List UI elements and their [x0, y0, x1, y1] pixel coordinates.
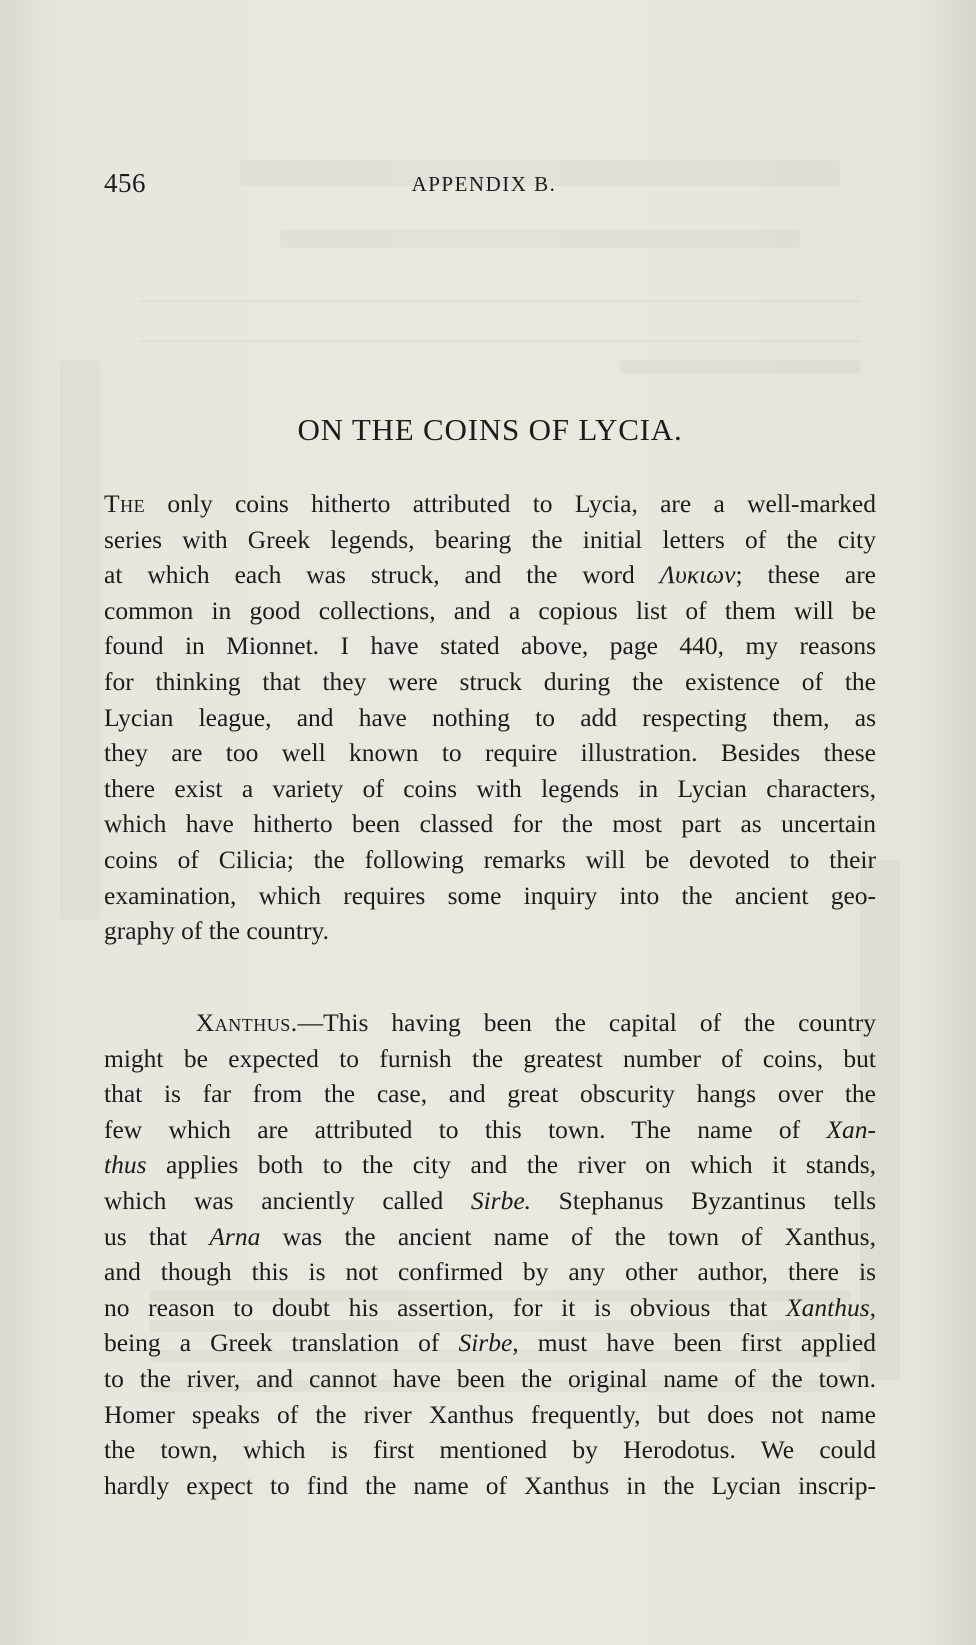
- text-line: they are too well known to require illustration. Besides these: [104, 738, 876, 768]
- text-line: for thinking that they were struck during the existence of the: [104, 666, 876, 696]
- text-line: found in Mionnet. I have stated above, page 440, my reasons: [104, 631, 876, 661]
- text-line: Homer speaks of the river Xanthus frequently, but does not name: [104, 1399, 876, 1429]
- text-line: that is far from the case, and great obscurity hangs over the: [104, 1079, 876, 1109]
- text-line: common in good collections, and a copious list of them will be: [104, 595, 876, 625]
- paragraph-intro: [104, 486, 876, 949]
- text-line: no reason to doubt his assertion, for it is obvious that Xanthus,: [104, 1292, 876, 1322]
- text-line: hardly expect to find the name of Xanthus in the Lycian inscrip-: [104, 1470, 876, 1500]
- text-line: which was anciently called Sirbe. Stephanus Byzantinus tells: [104, 1185, 877, 1215]
- text-line: coins of Cilicia; the following remarks will be devoted to their: [104, 844, 876, 874]
- page-number: 456: [104, 168, 146, 198]
- text-line: examination, which requires some inquiry into the ancient geo-: [104, 880, 876, 910]
- text-line: and though this is not confirmed by any other author, there is: [104, 1257, 876, 1287]
- text-line: series with Greek legends, bearing the initial letters of the city: [104, 524, 876, 554]
- text-line: the town, which is first mentioned by Herodotus. We could: [104, 1435, 876, 1465]
- text-line: at which each was struck, and the word Λυκιων; these are: [104, 560, 877, 590]
- text-line: being a Greek translation of Sirbe, must have been first applied: [104, 1328, 876, 1358]
- text-line: The only coins hitherto attributed to Lycia, are a well-marked: [104, 489, 876, 518]
- text-line: few which are attributed to this town. The name of Xan-: [104, 1114, 876, 1144]
- text-line: which have hitherto been classed for the most part as uncertain: [104, 809, 876, 839]
- article-title: ON THE COINS OF LYCIA.: [297, 412, 683, 447]
- running-title: APPENDIX B.: [411, 172, 557, 196]
- section-heading-xanthus: Xanthus.: [195, 1008, 298, 1037]
- text-line: Xanthus.—This having been the capital of the country: [195, 1008, 877, 1037]
- text-line: Lycian league, and have nothing to add respecting them, as: [104, 702, 876, 732]
- text-line: there exist a variety of coins with legends in Lycian characters,: [104, 773, 876, 803]
- running-head: [104, 168, 864, 208]
- text-line: thus applies both to the city and the river on which it stands,: [104, 1150, 876, 1180]
- text-line: us that Arna was the ancient name of the town of Xanthus,: [104, 1221, 876, 1251]
- lead-word: The: [104, 489, 146, 518]
- paragraph-xanthus: [104, 1005, 876, 1503]
- text-line: might be expected to furnish the greatest number of coins, but: [104, 1043, 876, 1073]
- text-line: to the river, and cannot have been the original name of the town.: [104, 1363, 876, 1393]
- greek-word: Λυκιων: [659, 560, 736, 590]
- text-line: graphy of the country.: [104, 916, 329, 946]
